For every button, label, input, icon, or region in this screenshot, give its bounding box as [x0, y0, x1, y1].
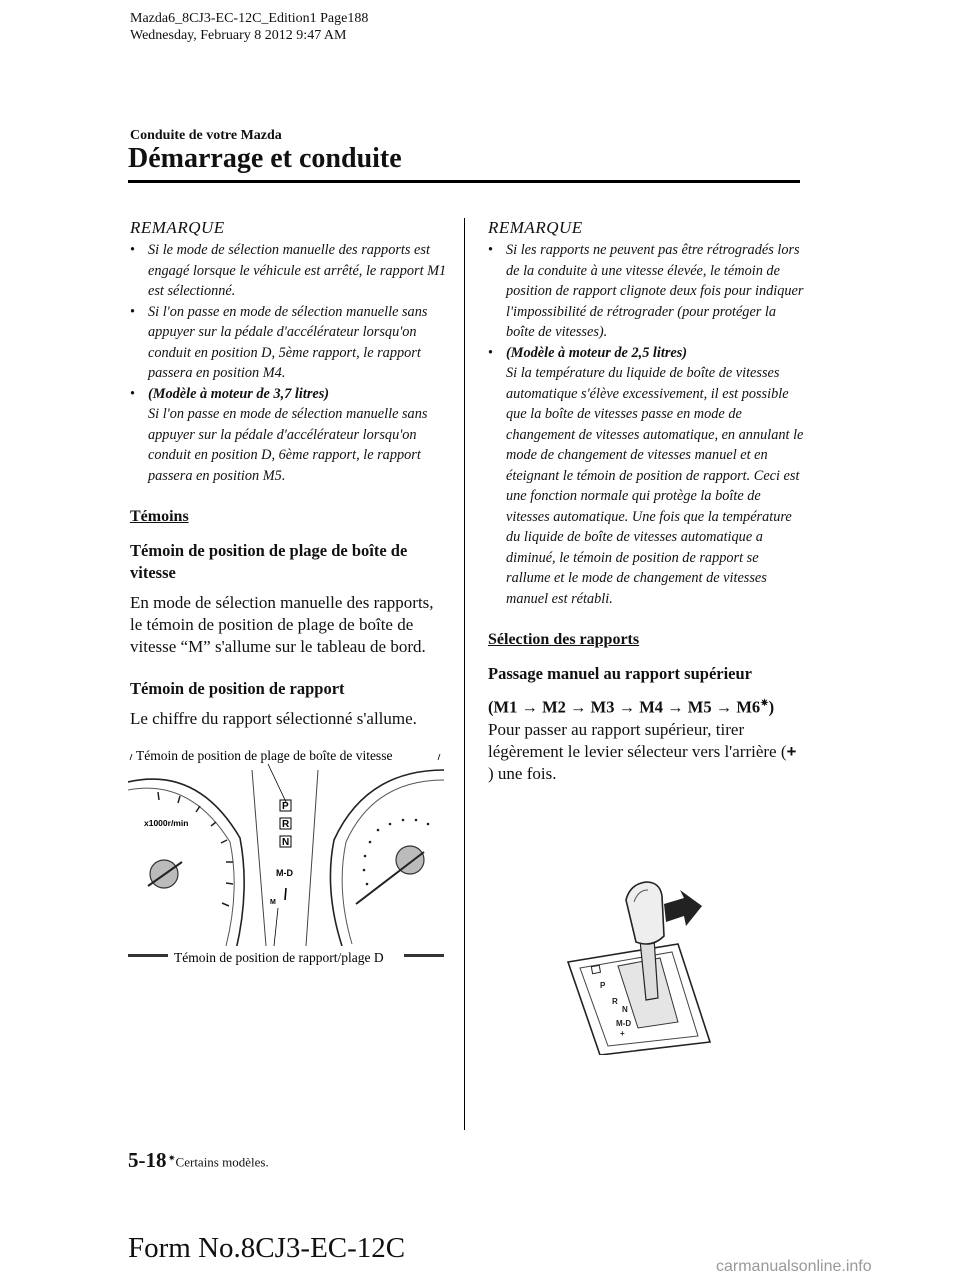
upshift-heading: Passage manuel au rapport supérieur: [488, 664, 752, 683]
remark-title-left: REMARQUE: [130, 218, 225, 237]
page-title: Démarrage et conduite: [128, 143, 402, 174]
shifter-plus: +: [620, 1029, 625, 1038]
watermark: carmanualsonline.info: [716, 1258, 872, 1275]
section-label: Conduite de votre Mazda: [130, 128, 282, 143]
shifter-n: N: [622, 1005, 628, 1014]
range-indicator-heading: Témoin de position de plage de boîte de vitesse: [130, 541, 408, 582]
tach-label: x1000r/min: [144, 818, 189, 828]
shifter-r: R: [612, 997, 618, 1006]
left-column: [130, 218, 448, 750]
pull-arrow-icon: [664, 890, 702, 926]
indicator-n: N: [282, 837, 290, 848]
footnote: ✷Certains modèles.: [168, 1153, 269, 1170]
tachometer: [128, 779, 244, 950]
shifter-md: M-D: [616, 1019, 632, 1028]
bullet-icon: •: [130, 303, 136, 320]
remark-item: • Si le mode de sélection manuelle des rapports est engagé lorsque le véhicule est arrêté, le rapport M1 est sélectionné.: [130, 242, 447, 299]
form-number: Form No.8CJ3-EC-12C: [128, 1232, 406, 1264]
remark-list-right: [488, 240, 804, 609]
column-divider: [464, 218, 465, 1130]
figure-caption-top: Témoin de position de plage de boîte de vitesse: [136, 748, 393, 763]
bullet-icon: •: [488, 242, 494, 258]
gear-sequence: (M1 → M2 → M3 → M4 → M5 → M6✷): [488, 697, 775, 717]
gear-indicator-text: Le chiffre du rapport sélectionné s'allume.: [130, 709, 417, 728]
indicator-m: M: [270, 899, 276, 906]
instrument-cluster-figure: [128, 740, 444, 970]
gear-shifter-figure: [560, 880, 715, 1055]
star-icon: ✷: [168, 1153, 176, 1163]
indicator-r: R: [282, 819, 290, 830]
bullet-icon: •: [130, 242, 136, 258]
temoins-heading: Témoins: [130, 508, 189, 525]
right-column: [488, 218, 804, 805]
shifter-p: P: [600, 981, 606, 990]
bullet-icon: •: [130, 385, 136, 402]
star-icon: ✷: [760, 698, 769, 709]
gear-range-indicators: [270, 800, 293, 906]
remark-list-left: [130, 240, 448, 486]
print-header: [130, 10, 368, 44]
title-rule: [128, 180, 800, 183]
upshift-instruction: Pour passer au rapport supérieur, tirer légèrement le levier sélecteur vers l'arrière (+ ) une fois.: [488, 719, 797, 783]
header-line2: Wednesday, February 8 2012 9:47 AM: [130, 28, 347, 43]
header-line1: Mazda6_8CJ3-EC-12C_Edition1 Page188: [130, 11, 369, 26]
plus-icon: +: [786, 741, 797, 761]
gear-indicator-heading: Témoin de position de rapport: [130, 679, 345, 698]
indicator-p: P: [282, 801, 289, 812]
remark-item: • Si les rapports ne peuvent pas être rétrogradés lors de la conduite à une vitesse élevée, le témoin de position de rapport clignote deux fois pour indiquer l'impossibilité de rétrograder (pour protéger la boîte de vitesses).: [488, 242, 804, 340]
indicator-md: M-D: [276, 868, 293, 878]
speedometer: [330, 770, 444, 946]
bullet-icon: •: [488, 344, 494, 361]
remark-item: • (Modèle à moteur de 3,7 litres) Si l'on passe en mode de sélection manuelle sans appuyer sur la pédale d'accélérateur lorsqu'on conduit en position D, 6ème rapport, le rapport passera en position M5.: [130, 385, 428, 484]
page-number: 5-18: [128, 1148, 167, 1172]
figure-caption-bottom: Témoin de position de rapport/plage D: [174, 950, 384, 965]
remark-title-right: REMARQUE: [488, 218, 583, 237]
gear-selection-heading: Sélection des rapports: [488, 631, 640, 648]
remark-item: • (Modèle à moteur de 2,5 litres) Si la température du liquide de boîte de vitesses automatique s'élève excessivement, il est possible que la boîte de vitesses passe en mode de changement de vitesses automatique, en annulant le mode de changement de vitesses manuel et en éteignant le témoin de position de rapport. Ceci est une fonction normale qui protège la boîte de vitesses automatique. Une fois que la température du liquide de boîte de vitesses automatique a diminué, le témoin de position de rapport se rallume et le mode de changement de vitesses manuel est rétabli.: [488, 344, 804, 607]
range-indicator-text: En mode de sélection manuelle des rapports, le témoin de position de plage de boîte de vitesse “M” s'allume sur le tableau de bord.: [130, 593, 434, 656]
remark-item: • Si l'on passe en mode de sélection manuelle sans appuyer sur la pédale d'accélérateur lorsqu'on conduit en position D, 5ème rapport, le rapport passera en position M4.: [130, 303, 428, 381]
